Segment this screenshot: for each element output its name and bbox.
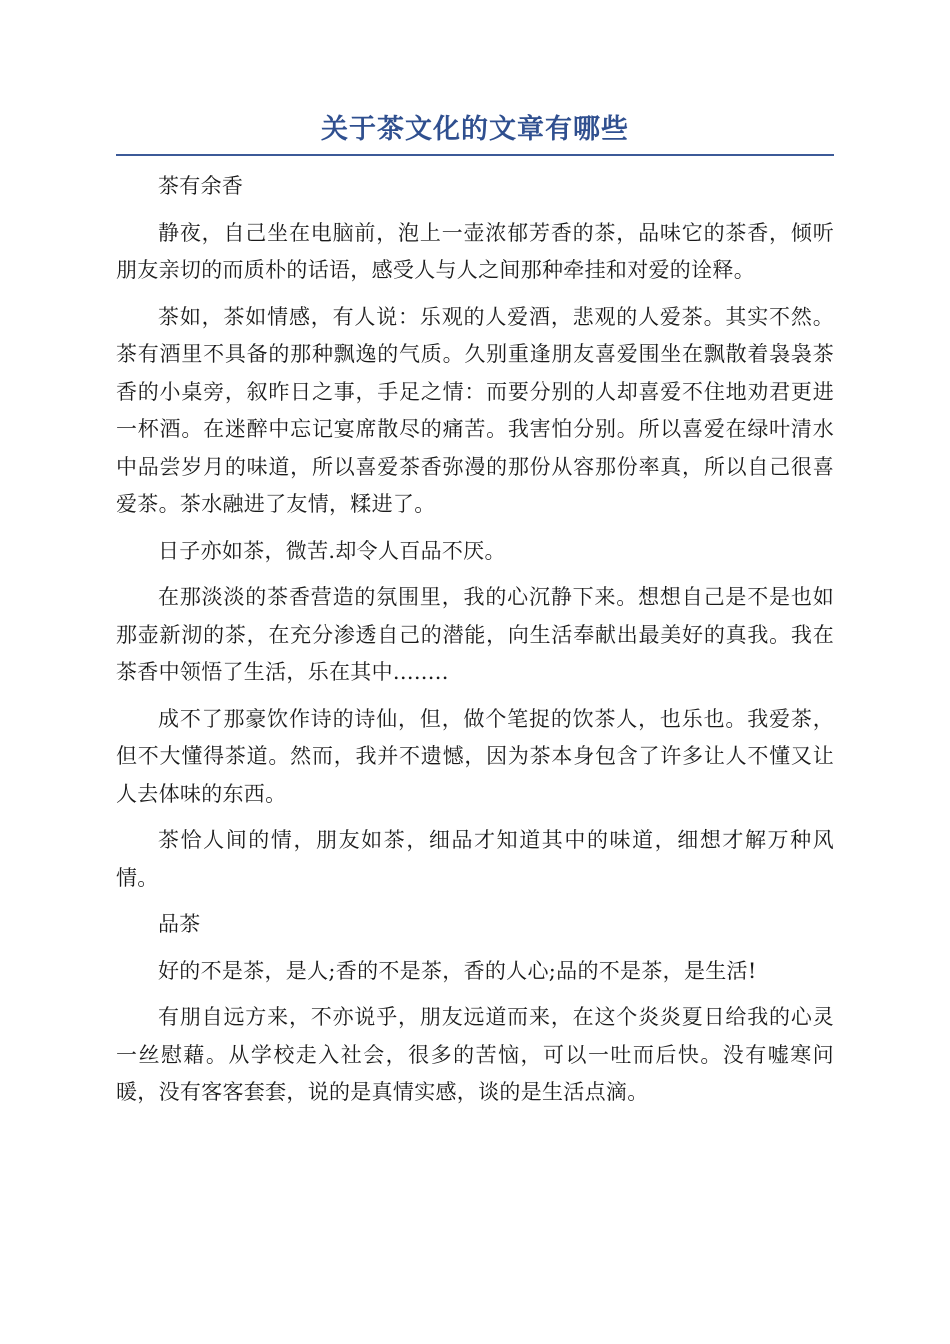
- body-paragraph: 茶如，茶如情感，有人说：乐观的人爱酒，悲观的人爱茶。其实不然。茶有酒里不具备的那种飘逸的气质。久别重逢朋友喜爱围坐在飘散着袅袅茶香的小桌旁，叙昨日之事，手足之情：而要分别的人却喜爱不住地劝君更进一杯酒。在迷醉中忘记宴席散尽的痛苦。我害怕分别。所以喜爱在绿叶清水中品尝岁月的味道，所以喜爱茶香弥漫的那份从容那份率真，所以自己很喜爱茶。茶水融进了友情，糅进了。: [116, 304, 834, 516]
- body-paragraph: 好的不是茶，是人;香的不是茶，香的人心;品的不是茶，是生活!: [158, 958, 757, 983]
- section-heading-tasting-tea: 品茶: [158, 912, 201, 936]
- document-page: [116, 110, 834, 1121]
- section-heading-tea-fragrance: 茶有余香: [158, 174, 244, 198]
- body-paragraph: 在那淡淡的茶香营造的氛围里，我的心沉静下来。想想自己是不是也如那壶新沏的茶，在充分渗透自己的潜能，向生活奉献出最美好的真我。我在茶香中领悟了生活，乐在其中........: [116, 585, 834, 684]
- body-paragraph: 茶恰人间的情，朋友如茶，细品才知道其中的味道，细想才解万种风情。: [116, 828, 834, 890]
- body-paragraph: 静夜，自己坐在电脑前，泡上一壶浓郁芳香的茶，品味它的茶香，倾听朋友亲切的而质朴的话语，感受人与人之间那种牵挂和对爱的诠释。: [116, 220, 834, 282]
- document-title: 关于茶文化的文章有哪些: [116, 110, 834, 156]
- body-paragraph: 日子亦如茶，微苦.却令人百品不厌。: [158, 538, 506, 563]
- body-paragraph: 有朋自远方来，不亦说乎，朋友远道而来，在这个炎炎夏日给我的心灵一丝慰藉。从学校走入社会，很多的苦恼，可以一吐而后快。没有嘘寒问暖，没有客客套套，说的是真情实感，谈的是生活点滴。: [116, 1005, 834, 1104]
- body-paragraph: 成不了那豪饮作诗的诗仙，但，做个笔捉的饮茶人，也乐也。我爱茶，但不大懂得茶道。然而，我并不遗憾，因为茶本身包含了许多让人不懂又让人去体味的东西。: [116, 706, 834, 806]
